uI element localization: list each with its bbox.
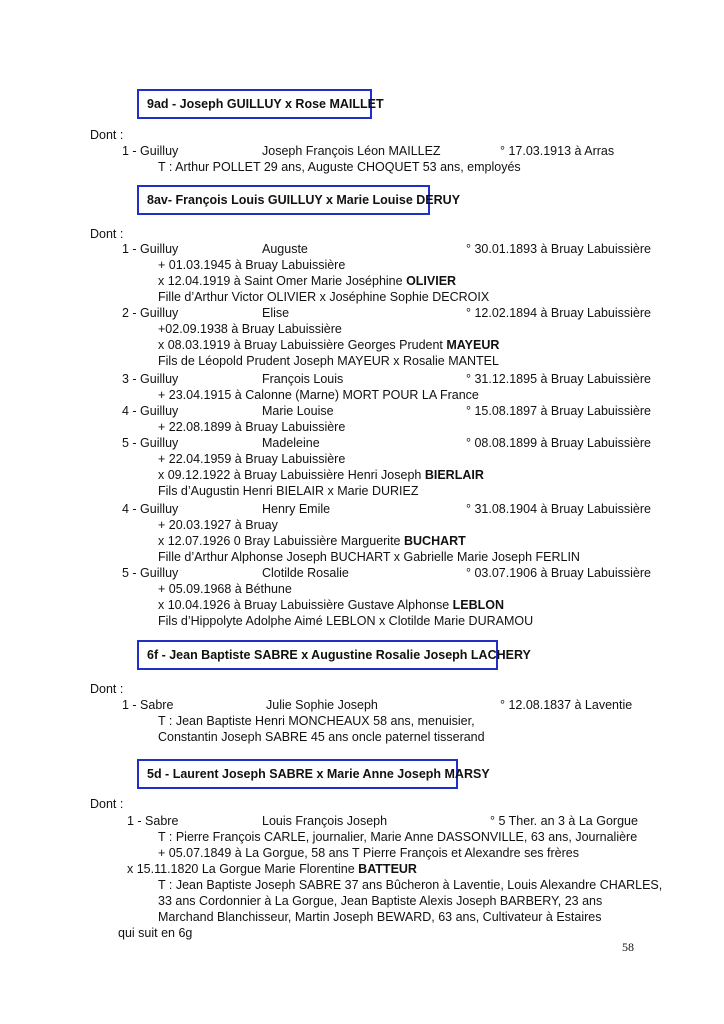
child-name: Joseph François Léon MAILLEZ (262, 144, 441, 158)
child-name: Julie Sophie Joseph (266, 698, 378, 712)
marriage-line (158, 598, 504, 613)
detail-line: T : Arthur POLLET 29 ans, Auguste CHOQUET 53 ans, employés (158, 160, 521, 174)
detail-line: + 05.09.1968 à Béthune (158, 582, 292, 596)
birth-date: ° 12.02.1894 à Bruay Labuissière (466, 306, 651, 320)
child-name: Louis François Joseph (262, 814, 388, 828)
detail-line: Fils de Léopold Prudent Joseph MAYEUR x Rosalie MANTEL (158, 354, 499, 368)
marriage-text: x 08.03.1919 à Bruay Labuissière Georges Prudent (158, 338, 447, 352)
dont-label: Dont : (90, 227, 124, 241)
child-name: Clotilde Rosalie (262, 566, 349, 580)
birth-date: ° 03.07.1906 à Bruay Labuissière (466, 566, 651, 580)
dont-label: Dont : (90, 682, 124, 696)
detail-line: Marchand Blanchisseur, Martin Joseph BEWARD, 63 ans, Cultivateur à Estaires (158, 910, 602, 924)
dont-label: Dont : (90, 797, 124, 811)
child-number: 1 - Guilluy (122, 242, 179, 256)
child-number: 1 - Sabre (122, 698, 174, 712)
child-name: Madeleine (262, 436, 320, 450)
section-heading: 5d - Laurent Joseph SABRE x Marie Anne Joseph MARSY (137, 759, 458, 789)
child-number: 1 - Sabre (127, 814, 179, 828)
child-number: 4 - Guilluy (122, 502, 179, 516)
detail-line: + 22.08.1899 à Bruay Labuissière (158, 420, 346, 434)
marriage-line (158, 274, 456, 289)
birth-date: ° 17.03.1913 à Arras (500, 144, 615, 158)
detail-line: +02.09.1938 à Bruay Labuissière (158, 322, 342, 336)
detail-line: + 23.04.1915 à Calonne (Marne) MORT POUR LA France (158, 388, 479, 402)
detail-line: + 05.07.1849 à La Gorgue, 58 ans T Pierre François et Alexandre ses frères (158, 846, 579, 860)
birth-date: ° 31.12.1895 à Bruay Labuissière (466, 372, 651, 386)
detail-line: Fille d’Arthur Victor OLIVIER x Joséphine Sophie DECROIX (158, 290, 490, 304)
marriage-text: x 09.12.1922 à Bruay Labuissière Henri Joseph (158, 468, 425, 482)
child-name: Henry Emile (262, 502, 331, 516)
detail-line: Fils d’Augustin Henri BIELAIR x Marie DURIEZ (158, 484, 419, 498)
marriage-line (127, 862, 417, 877)
marriage-line (158, 534, 466, 549)
detail-line: Fils d’Hippolyte Adolphe Aimé LEBLON x Clotilde Marie DURAMOU (158, 614, 534, 628)
section-heading: 9ad - Joseph GUILLUY x Rose MAILLET (137, 89, 372, 119)
child-name: Elise (262, 306, 290, 320)
spouse-surname: MAYEUR (446, 338, 500, 352)
child-name: François Louis (262, 372, 344, 386)
detail-line: 33 ans Cordonnier à La Gorgue, Jean Baptiste Alexis Joseph BARBERY, 23 ans (158, 894, 603, 908)
continuation-note: qui suit en 6g (118, 926, 193, 940)
birth-date: ° 30.01.1893 à Bruay Labuissière (466, 242, 651, 256)
child-name: Marie Louise (262, 404, 334, 418)
detail-line: T : Jean Baptiste Henri MONCHEAUX 58 ans, menuisier, (158, 714, 475, 728)
child-number: 5 - Guilluy (122, 566, 179, 580)
marriage-line (158, 338, 499, 353)
section-heading: 8av- François Louis GUILLUY x Marie Louise DERUY (137, 185, 430, 215)
marriage-text: x 12.07.1926 0 Bray Labuissière Marguerite (158, 534, 404, 548)
spouse-surname: LEBLON (452, 598, 505, 612)
child-number: 3 - Guilluy (122, 372, 179, 386)
child-number: 1 - Guilluy (122, 144, 179, 158)
dont-label: Dont : (90, 128, 124, 142)
child-number: 4 - Guilluy (122, 404, 179, 418)
detail-line: T : Jean Baptiste Joseph SABRE 37 ans Bûcheron à Laventie, Louis Alexandre CHARLES, (158, 878, 663, 892)
birth-date: ° 31.08.1904 à Bruay Labuissière (466, 502, 651, 516)
child-number: 2 - Guilluy (122, 306, 179, 320)
detail-line: Fille d’Arthur Alphonse Joseph BUCHART x Gabrielle Marie Joseph FERLIN (158, 550, 580, 564)
detail-line: + 22.04.1959 à Bruay Labuissière (158, 452, 346, 466)
marriage-text: x 12.04.1919 à Saint Omer Marie Joséphine (158, 274, 407, 288)
birth-date: ° 5 Ther. an 3 à La Gorgue (490, 814, 638, 828)
birth-date: ° 12.08.1837 à Laventie (500, 698, 633, 712)
spouse-surname: OLIVIER (406, 274, 457, 288)
birth-date: ° 08.08.1899 à Bruay Labuissière (466, 436, 651, 450)
child-number: 5 - Guilluy (122, 436, 179, 450)
detail-line: + 20.03.1927 à Bruay (158, 518, 278, 532)
child-name: Auguste (262, 242, 308, 256)
detail-line: Constantin Joseph SABRE 45 ans oncle paternel tisserand (158, 730, 485, 744)
spouse-surname: BIERLAIR (424, 468, 484, 482)
marriage-text: x 15.11.1820 La Gorgue Marie Florentine (127, 862, 359, 876)
spouse-surname: BATTEUR (358, 862, 417, 876)
marriage-text: x 10.04.1926 à Bruay Labuissière Gustave Alphonse (158, 598, 453, 612)
page-number: 58 (622, 940, 634, 954)
spouse-surname: BUCHART (403, 534, 466, 548)
detail-line: + 01.03.1945 à Bruay Labuissière (158, 258, 346, 272)
detail-line: T : Pierre François CARLE, journalier, Marie Anne DASSONVILLE, 63 ans, Journalière (158, 830, 638, 844)
marriage-line (158, 468, 484, 483)
section-heading: 6f - Jean Baptiste SABRE x Augustine Rosalie Joseph LACHERY (137, 640, 498, 670)
birth-date: ° 15.08.1897 à Bruay Labuissière (466, 404, 651, 418)
